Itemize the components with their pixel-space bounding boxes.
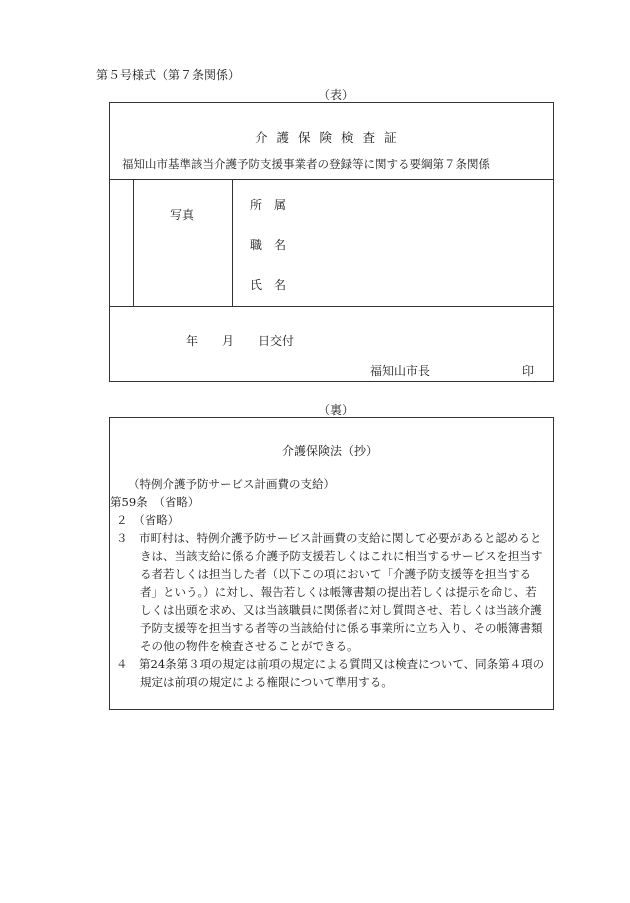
seal-mark: 印	[522, 364, 535, 378]
front-side-label: （表）	[318, 88, 355, 102]
article-heading: （特例介護予防サービス計画費の支給）	[128, 477, 335, 491]
back-side-label: （裏）	[318, 403, 355, 417]
article-number: 第59条 （省略）	[110, 495, 200, 509]
issuer: 福知山市長	[370, 364, 431, 378]
issue-date: 年 月 日交付	[186, 334, 295, 348]
divider-top	[109, 179, 554, 180]
field-name: 氏 名	[250, 278, 287, 292]
divider-bottom	[109, 306, 554, 307]
field-affiliation: 所 属	[250, 198, 287, 212]
law-body	[110, 475, 548, 691]
form-label: 第５号様式（第７条関係）	[96, 68, 241, 82]
card-subtitle: 福知山市基準該当介護予防支援事業者の登録等に関する要綱第７条関係	[122, 157, 490, 171]
paragraph-2: ２ （省略）	[116, 513, 180, 527]
paragraph-4: ４ 第24条第３項の規定は前項の規定による質問又は検査について、同条第４項の規定は前項の規定による権限について準用する。	[116, 657, 545, 689]
paragraph-3: ３ 市町村は、特例介護予防サービス計画費の支給に関して必要があると認めるときは、当該支給に係る介護予防支援若しくはこれに相当するサービスを担当する者若しくは担当した者（以下この項において「介護予防支援等を担当する者」という。）に対し、報告若しくは帳簿書類の提出若しくは提示を命じ、若しくは出頭を求め、又は当該職員に関係者に対し質問させ、若しくは当該介護予防支援等を担当する者等の当該給付に係る事業所に立ち入り、その帳簿書類その他の物件を検査させることができる。	[116, 531, 543, 653]
law-title: 介護保険法（抄）	[282, 444, 379, 458]
photo-right-border	[232, 179, 233, 306]
photo-left-border	[133, 179, 134, 306]
card-title: 介護保険検査証	[255, 130, 406, 145]
photo-label: 写真	[170, 208, 195, 222]
field-position: 職 名	[250, 238, 287, 252]
